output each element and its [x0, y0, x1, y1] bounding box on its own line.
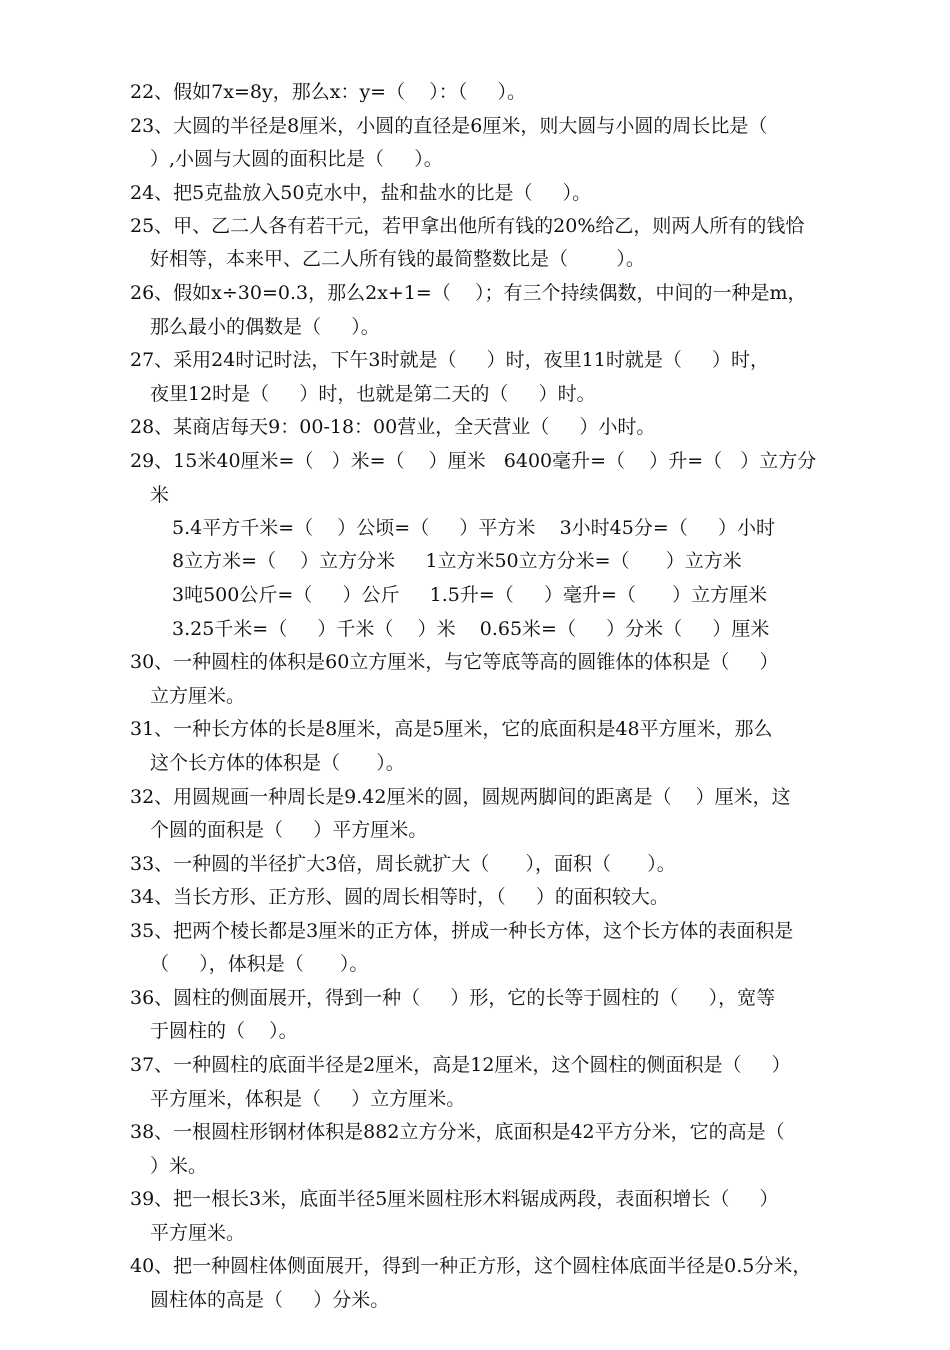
q38-line1: 38、一根圆柱形钢材体积是882立方分米，底面积是42平方分米，它的高是（	[130, 1121, 785, 1143]
q35-line1: 35、把两个棱长都是3厘米的正方体，拼成一种长方体，这个长方体的表面积是	[130, 920, 794, 942]
q30-line2: 立方厘米。	[150, 685, 246, 707]
q26-line2: 那么最小的偶数是（ ）。	[150, 316, 380, 338]
q29-line6: 3.25千米=（ ）千米（ ）米 0.65米=（ ）分米（ ）厘米	[172, 618, 770, 640]
q29-line3: 5.4平方千米=（ ）公顷=（ ）平方米 3小时45分=（ ）小时	[172, 517, 775, 539]
q29-line2: 米	[150, 484, 170, 506]
q38-line2: ）米。	[150, 1155, 208, 1177]
q23-line1: 23、大圆的半径是8厘米，小圆的直径是6厘米，则大圆与小圆的周长比是（	[130, 115, 768, 137]
q27-line1: 27、采用24时记时法，下午3时就是（ ）时，夜里11时就是（ ）时，	[130, 349, 770, 371]
q39-line2: 平方厘米。	[150, 1222, 246, 1244]
q28-line1: 28、某商店每天9：00-18：00营业，全天营业（ ）小时。	[130, 416, 656, 438]
q37-line2: 平方厘米，体积是（ ）立方厘米。	[150, 1088, 466, 1110]
q33-line1: 33、一种圆的半径扩大3倍，周长就扩大（ ），面积（ ）。	[130, 853, 676, 875]
q25-line2: 好相等，本来甲、乙二人所有钱的最简整数比是（ ）。	[150, 248, 645, 270]
q23-line2: ）,小圆与大圆的面积比是（ ）。	[150, 148, 443, 170]
q27-line2: 夜里12时是（ ）时，也就是第二天的（ ）时。	[150, 383, 596, 405]
q25-line1: 25、甲、乙二人各有若干元，若甲拿出他所有钱的20%给乙，则两人所有的钱恰	[130, 215, 805, 237]
q36-line2: 于圆柱的（ ）。	[150, 1020, 298, 1042]
q22-line1: 22、假如7x=8y，那么x：y=（ ）：（ ）。	[130, 81, 526, 103]
q36-line1: 36、圆柱的侧面展开，得到一种（ ）形，它的长等于圆柱的（ ），宽等	[130, 987, 776, 1009]
q40-line1: 40、把一种圆柱体侧面展开，得到一种正方形，这个圆柱体底面半径是0.5分米，	[130, 1255, 812, 1277]
q31-line2: 这个长方体的体积是（ ）。	[150, 752, 405, 774]
q24-line1: 24、把5克盐放入50克水中，盐和盐水的比是（ ）。	[130, 182, 592, 204]
q31-line1: 31、一种长方体的长是8厘米，高是5厘米，它的底面积是48平方厘米，那么	[130, 718, 773, 740]
q30-line1: 30、一种圆柱的体积是60立方厘米，与它等底等高的圆锥体的体积是（ ）	[130, 651, 779, 673]
q37-line1: 37、一种圆柱的底面半径是2厘米，高是12厘米，这个圆柱的侧面积是（ ）	[130, 1054, 791, 1076]
q29-line5: 3吨500公斤=（ ）公斤 1.5升=（ ）毫升=（ ）立方厘米	[172, 584, 768, 606]
q32-line1: 32、用圆规画一种周长是9.42厘米的圆，圆规两脚间的距离是（ ）厘米，这	[130, 786, 791, 808]
q35-line2: （ ），体积是（ ）。	[150, 953, 369, 975]
q32-line2: 个圆的面积是（ ）平方厘米。	[150, 819, 428, 841]
q29-line1: 29、15米40厘米=（ ）米=（ ）厘米 6400毫升=（ ）升=（ ）立方分	[130, 450, 817, 472]
q39-line1: 39、把一根长3米，底面半径5厘米圆柱形木料锯成两段，表面积增长（ ）	[130, 1188, 779, 1210]
q34-line1: 34、当长方形、正方形、圆的周长相等时，（ ）的面积较大。	[130, 886, 669, 908]
q26-line1: 26、假如x÷30=0.3，那么2x+1=（ ）；有三个持续偶数，中间的一种是m，	[130, 282, 807, 304]
q29-line4: 8立方米=（ ）立方分米 1立方米50立方分米=（ ）立方米	[172, 550, 742, 572]
q40-line2: 圆柱体的高是（ ）分米。	[150, 1289, 390, 1311]
